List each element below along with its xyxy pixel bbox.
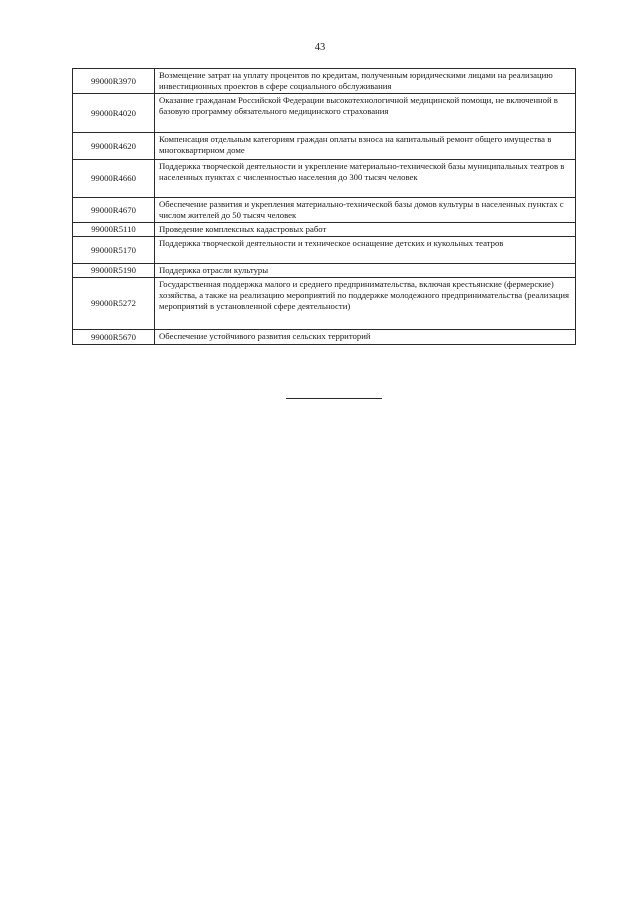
description-cell: Проведение комплексных кадастровых работ	[155, 223, 576, 237]
budget-code-cell: 99000R3970	[73, 69, 155, 94]
table-row	[73, 69, 576, 94]
description-cell: Обеспечение устойчивого развития сельских территорий	[155, 330, 576, 345]
budget-code-cell: 99000R4620	[73, 133, 155, 160]
description-cell: Возмещение затрат на уплату процентов по кредитам, полученным юридическими лицами на реализацию инвестиционных проектов в сфере социального обслуживания	[155, 69, 576, 94]
budget-codes-table	[72, 68, 576, 345]
page-number: 43	[314, 42, 326, 53]
table-row	[73, 223, 576, 237]
budget-code-cell: 99000R5110	[73, 223, 155, 237]
table-row	[73, 330, 576, 345]
budget-code-cell: 99000R4020	[73, 94, 155, 133]
description-cell: Оказание гражданам Российской Федерации высокотехнологичной медицинской помощи, не включенной в базовую программу обязательного медицинского страхования	[155, 94, 576, 133]
description-cell: Поддержка отрасли культуры	[155, 264, 576, 278]
table-row	[73, 94, 576, 133]
budget-code-cell: 99000R5670	[73, 330, 155, 345]
table-row	[73, 133, 576, 160]
table-row	[73, 278, 576, 330]
table-row	[73, 237, 576, 264]
end-separator-line	[286, 398, 382, 399]
budget-code-cell: 99000R5190	[73, 264, 155, 278]
table-row	[73, 264, 576, 278]
description-cell: Государственная поддержка малого и среднего предпринимательства, включая крестьянские (фермерские) хозяйства, а также на реализацию мероприятий по поддержке молодежного предпринимательства (реализация мероприятий в установленной сфере деятельности)	[155, 278, 576, 330]
description-cell: Поддержка творческой деятельности и укрепление материально-технической базы муниципальных театров в населенных пунктах с численностью населения до 300 тысяч человек	[155, 160, 576, 198]
table-row	[73, 160, 576, 198]
table-row	[73, 198, 576, 223]
description-cell: Поддержка творческой деятельности и техническое оснащение детских и кукольных театров	[155, 237, 576, 264]
budget-code-cell: 99000R4670	[73, 198, 155, 223]
description-cell: Компенсация отдельным категориям граждан оплаты взноса на капитальный ремонт общего имущества в многоквартирном доме	[155, 133, 576, 160]
budget-code-cell: 99000R5272	[73, 278, 155, 330]
budget-code-cell: 99000R4660	[73, 160, 155, 198]
budget-code-cell: 99000R5170	[73, 237, 155, 264]
description-cell: Обеспечение развития и укрепления материально-технической базы домов культуры в населенных пунктах с числом жителей до 50 тысяч человек	[155, 198, 576, 223]
